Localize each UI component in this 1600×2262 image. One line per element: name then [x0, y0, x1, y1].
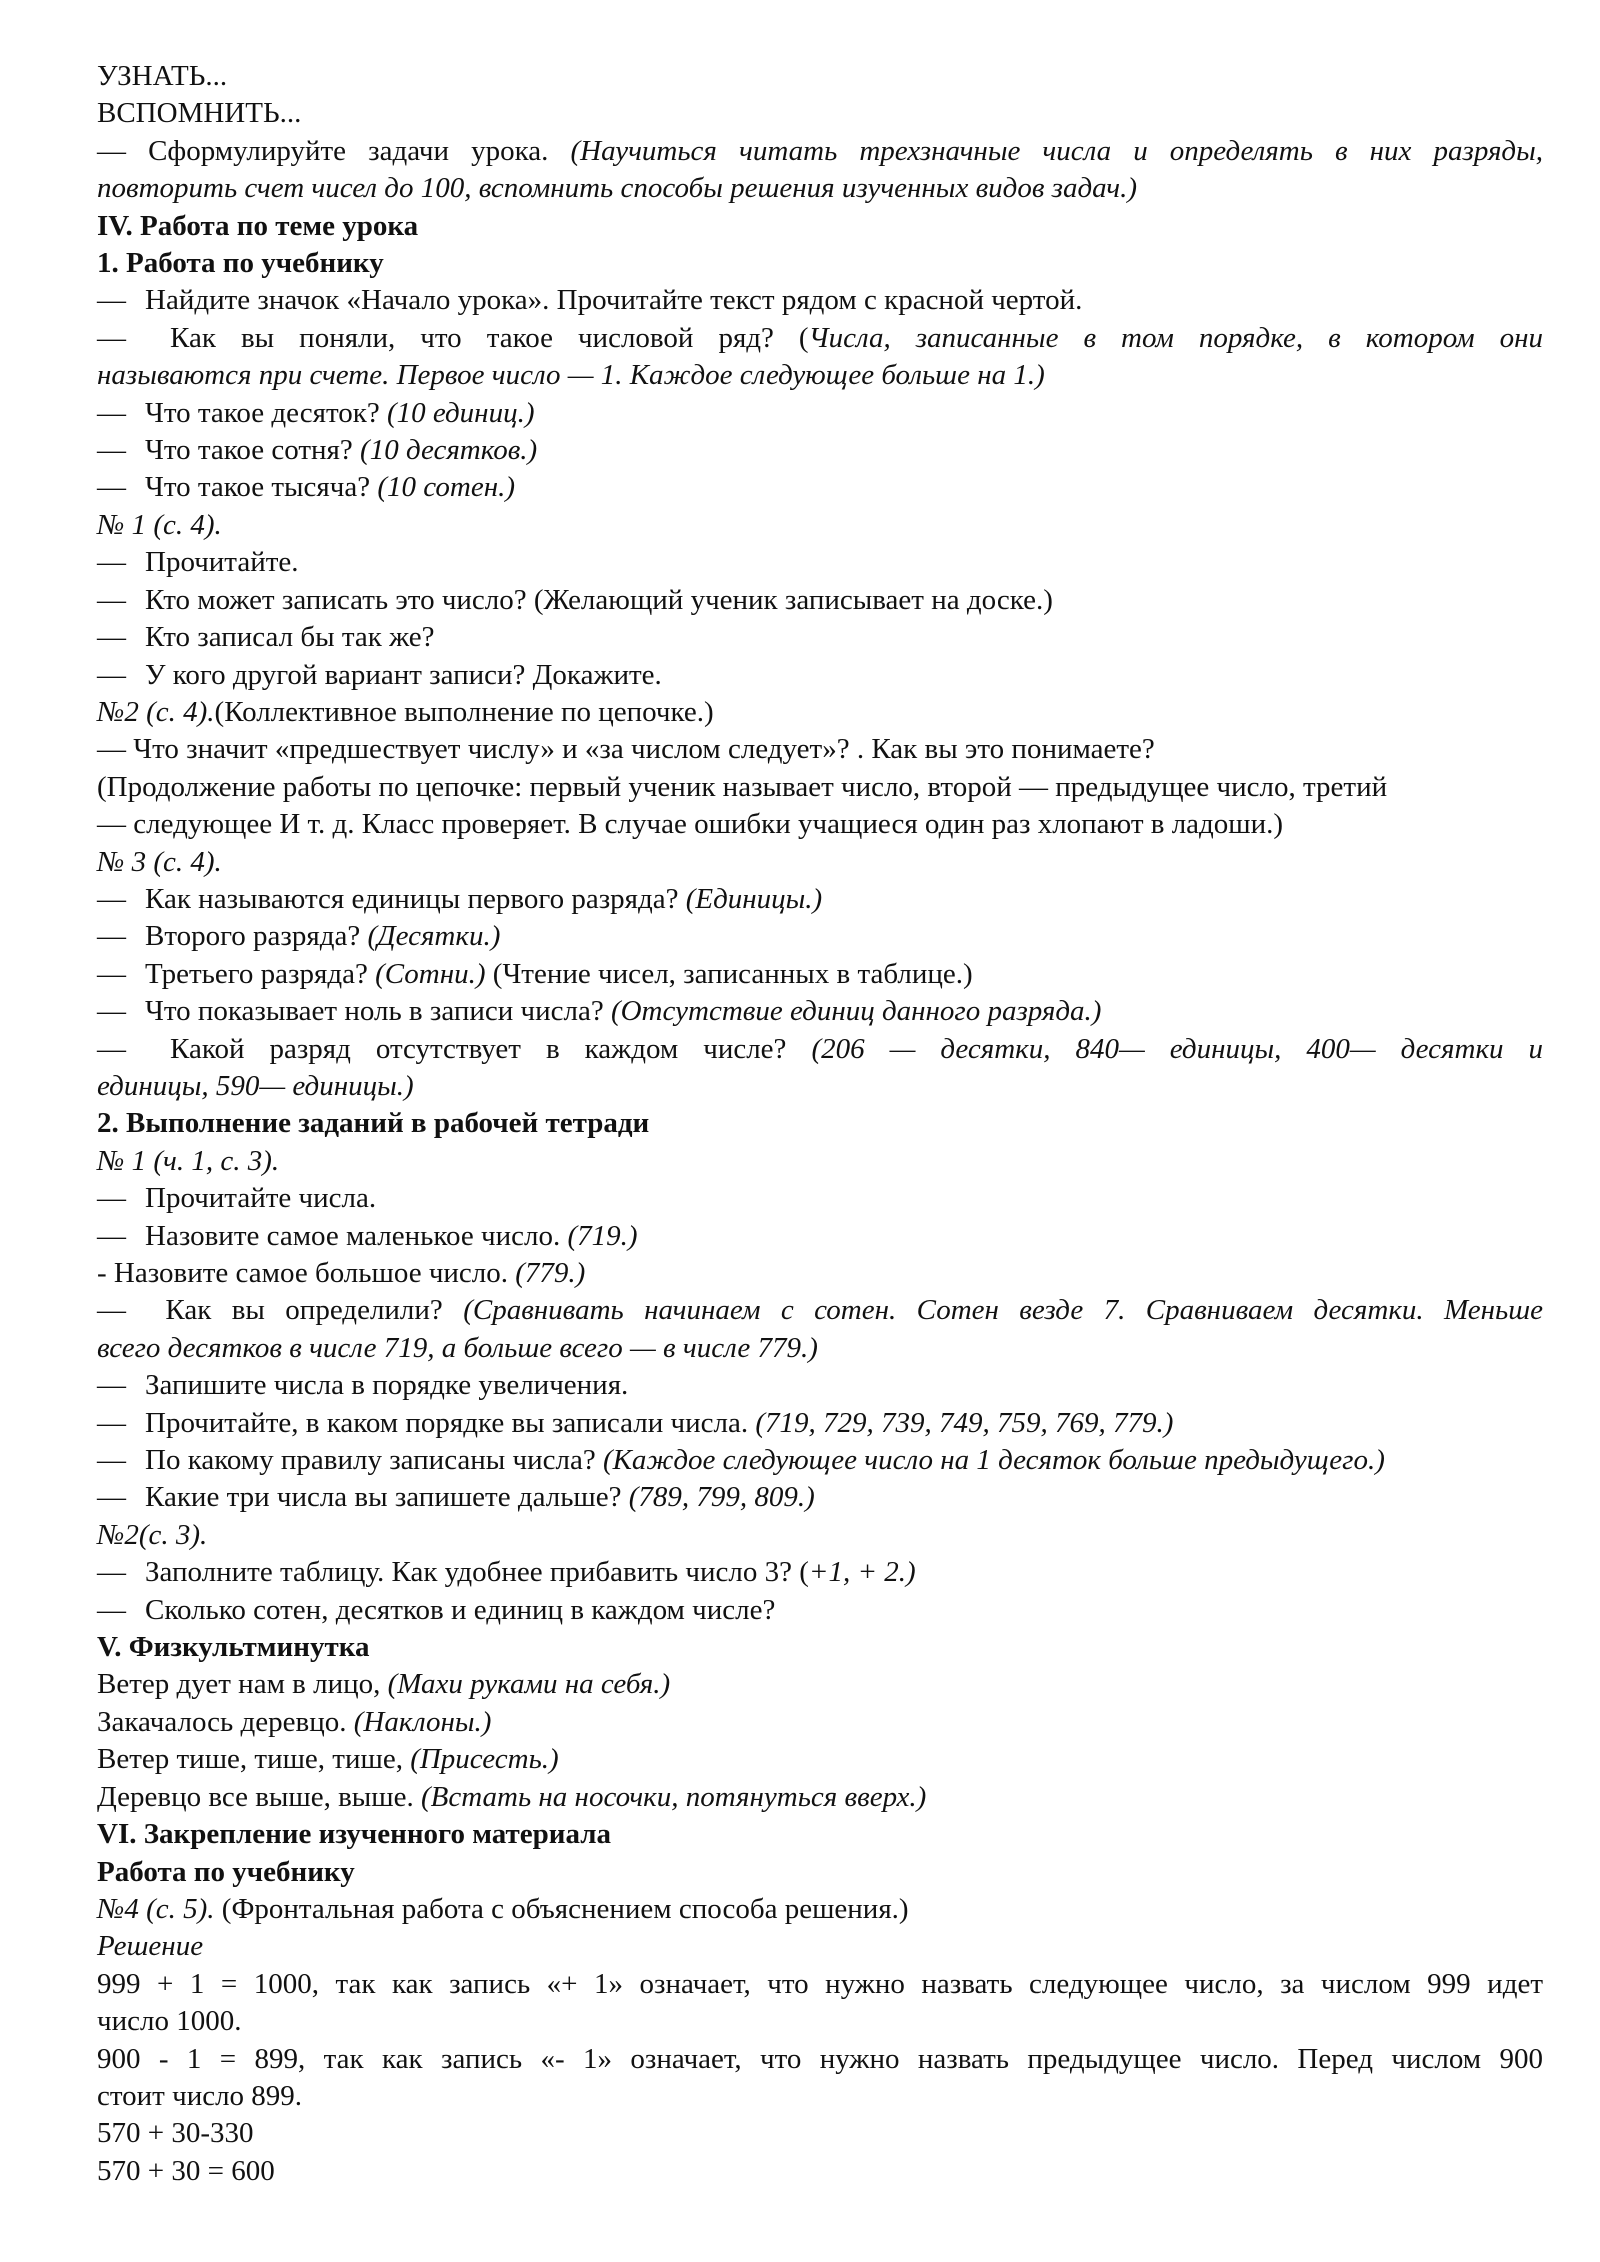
section-heading: V. Физкультминутка [97, 1631, 370, 1664]
text-line: — Что такое десяток? (10 единиц.) [97, 396, 535, 429]
section-heading: 1. Работа по учебнику [97, 247, 384, 280]
text-line: Деревцо все выше, выше. (Встать на носочки, потянуться вверх.) [97, 1780, 927, 1813]
text-line: — Назовите самое маленькое число. (719.) [97, 1219, 638, 1252]
text-line: — Сформулируйте задачи урока. (Научиться читать трехзначные числа и определять в них разряды, [97, 134, 1543, 167]
text-line: 570 + 30-330 [97, 2117, 254, 2150]
text-line: - Назовите самое большое число. (779.) [97, 1257, 586, 1289]
text-line: — Кто может записать это число? (Желающий ученик записывает на доске.) [97, 583, 1053, 616]
text-line: 900 - 1 = 899, так как запись «- 1» означает, что нужно назвать предыдущее число. Перед числом 900 [97, 2042, 1543, 2075]
text-line: №2 (с. 4).(Коллективное выполнение по цепочке.) [97, 695, 714, 728]
text-line: ВСПОМНИТЬ... [97, 97, 302, 130]
text-line: единицы, 590— единицы.) [97, 1069, 414, 1102]
text-line: — Заполните таблицу. Как удобнее прибавить число 3? (+1, + 2.) [97, 1556, 916, 1589]
text-line: Ветер тише, тише, тише, (Присесть.) [97, 1743, 559, 1776]
text-line: — следующее И т. д. Класс проверяет. В случае ошибки учащиеся один раз хлопают в ладоши.) [97, 808, 1284, 841]
text-line: — Запишите числа в порядке увеличения. [97, 1369, 629, 1402]
text-line: — Прочитайте. [97, 546, 299, 579]
text-line: — Прочитайте числа. [97, 1182, 377, 1215]
text-line: — Как вы поняли, что такое числовой ряд? (Числа, записанные в том порядке, в котором они [97, 321, 1544, 354]
text-line: — По какому правилу записаны числа? (Каждое следующее число на 1 десяток больше предыдущего.) [97, 1444, 1385, 1477]
text-line: (Продолжение работы по цепочке: первый ученик называет число, второй — предыдущее число, третий [97, 770, 1388, 803]
text-line: Ветер дует нам в лицо, (Махи руками на себя.) [97, 1668, 671, 1701]
section-heading: VI. Закрепление изученного материала [97, 1818, 612, 1851]
text-line: Решение [97, 1930, 204, 1963]
text-line: — Третьего разряда? (Сотни.) (Чтение чисел, записанных в таблице.) [97, 957, 973, 990]
text-line: — Прочитайте, в каком порядке вы записали числа. (719, 729, 739, 749, 759, 769, 779.) [97, 1406, 1174, 1439]
document-page [97, 58, 1543, 2190]
text-line: повторить счет чисел до 100, вспомнить способы решения изученных видов задач.) [97, 172, 1138, 205]
text-line: — Найдите значок «Начало урока». Прочитайте текст рядом с красной чертой. [97, 284, 1083, 317]
text-line: называются при счете. Первое число — 1. Каждое следующее больше на 1.) [97, 359, 1045, 392]
text-line: №2(с. 3). [97, 1518, 208, 1551]
text-line: — Что значит «предшествует числу» и «за числом следует»? . Как вы это понимаете? [97, 733, 1155, 766]
text-line: число 1000. [97, 2005, 242, 2038]
text-line: Закачалось деревцо. (Наклоны.) [97, 1705, 492, 1738]
section-heading: IV. Работа по теме урока [97, 209, 419, 242]
text-line: № 1 (ч. 1, с. 3). [97, 1144, 280, 1177]
text-line: № 3 (с. 4). [97, 845, 222, 878]
text-line: — Что такое сотня? (10 десятков.) [97, 434, 538, 467]
text-line: — Кто записал бы так же? [97, 621, 435, 654]
text-line: 570 + 30 = 600 [97, 2154, 275, 2187]
text-line: — Как называются единицы первого разряда? (Единицы.) [97, 882, 823, 915]
section-heading: Работа по учебнику [97, 1855, 355, 1888]
text-line: — Сколько сотен, десятков и единиц в каждом числе? [97, 1593, 776, 1626]
text-line: стоит число 899. [97, 2079, 303, 2112]
text-line: — Какой разряд отсутствует в каждом числе? (206 — десятки, 840— единицы, 400— десятки и [97, 1032, 1544, 1065]
text-line: — Как вы определили? (Сравнивать начинаем с сотен. Сотен везде 7. Сравниваем десятки. Меньше [97, 1294, 1544, 1327]
text-line: — Второго разряда? (Десятки.) [97, 920, 501, 953]
text-line: всего десятков в числе 719, а больше всего — в числе 779.) [97, 1331, 818, 1364]
text-line: — У кого другой вариант записи? Докажите. [97, 658, 662, 691]
text-line: №4 (с. 5). (Фронтальная работа с объяснением способа решения.) [97, 1892, 909, 1925]
section-heading: 2. Выполнение заданий в рабочей тетради [97, 1107, 650, 1140]
text-line: — Какие три числа вы запишете дальше? (789, 799, 809.) [97, 1481, 815, 1514]
text-line: № 1 (с. 4). [97, 508, 222, 541]
text-line: — Что такое тысяча? (10 сотен.) [97, 471, 515, 504]
text-line: 999 + 1 = 1000, так как запись «+ 1» означает, что нужно назвать следующее число, за числом 999 идет [97, 1967, 1543, 2000]
text-line: — Что показывает ноль в записи числа? (Отсутствие единиц данного разряда.) [97, 995, 1102, 1028]
text-line: УЗНАТЬ... [97, 60, 228, 92]
